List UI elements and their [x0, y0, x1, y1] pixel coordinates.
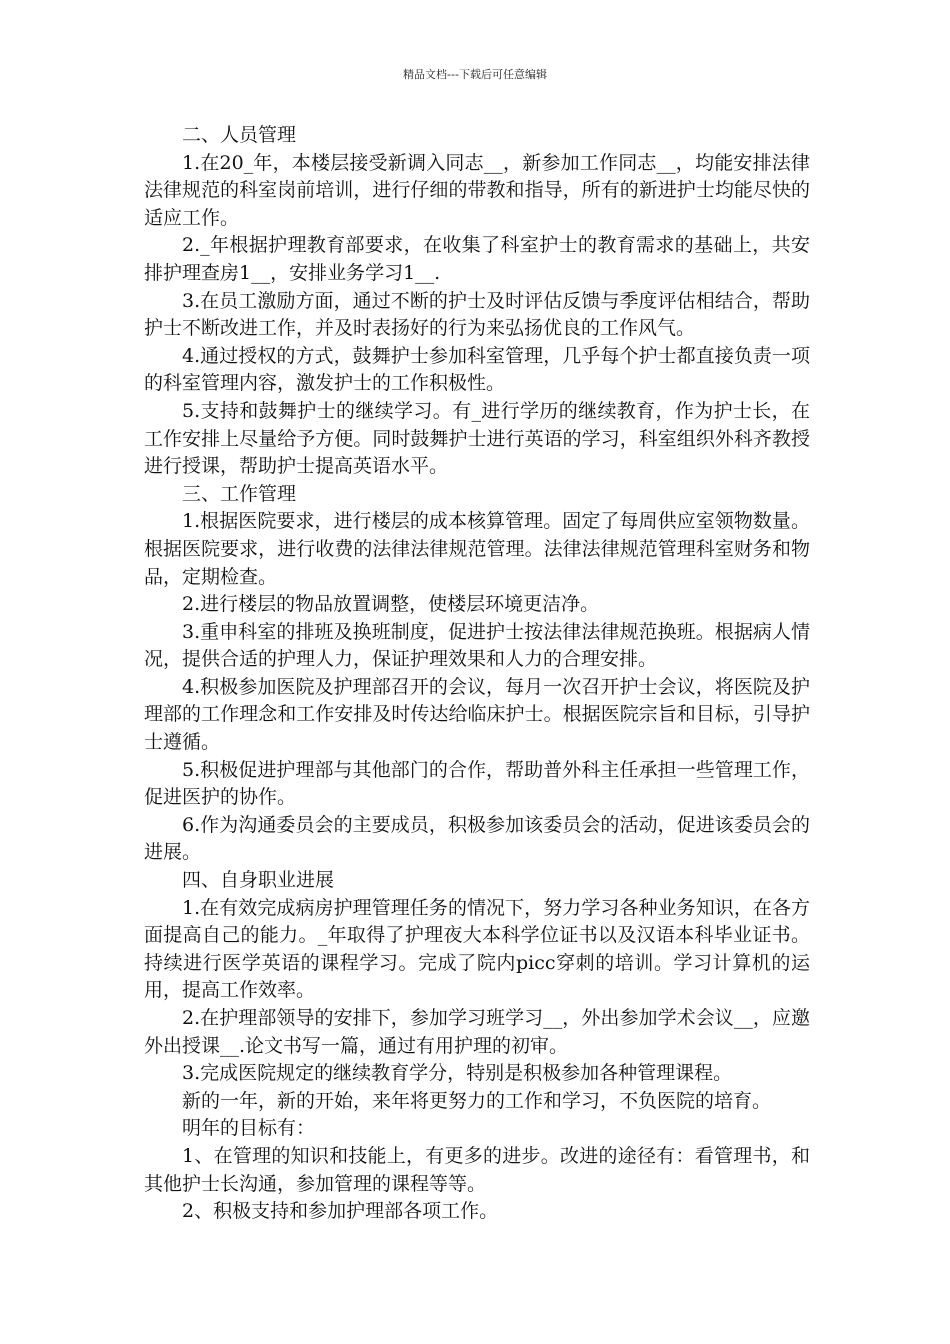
paragraph: 2.进行楼层的物品放置调整，使楼层环境更洁净。	[182, 593, 600, 616]
document-body	[144, 122, 810, 1226]
paragraph: 5.积极促进护理部与其他部门的合作，帮助普外科主任承担一些管理工作，促进医护的协作。	[144, 758, 810, 809]
goals-heading: 明年的目标有：	[182, 1117, 316, 1140]
paragraph: 6.作为沟通委员会的主要成员，积极参加该委员会的活动，促进该委员会的进展。	[144, 813, 810, 864]
paragraph: 2.在护理部领导的安排下，参加学习班学习__，外出参加学术会议__，应邀外出授课__.论文书写一篇，通过有用护理的初审。	[144, 1007, 810, 1057]
section-heading-personnel: 二、人员管理	[182, 124, 297, 146]
paragraph: 1.根据医院要求，进行楼层的成本核算管理。固定了每周供应室领物数量。根据医院要求，进行收费的法律法律规范管理。法律法律规范管理科室财务和物品，定期检查。	[144, 510, 810, 588]
paragraph: 1.在20_年，本楼层接受新调入同志__，新参加工作同志__，均能安排法律法律规范的科室岗前培训，进行仔细的带教和指导，所有的新进护士均能尽快的适应工作。	[144, 151, 810, 229]
paragraph: 2._年根据护理教育部要求，在收集了科室护士的教育需求的基础上，共安排护理查房1__，安排业务学习1__.	[144, 234, 810, 284]
section-heading-career: 四、自身职业进展	[182, 869, 335, 892]
paragraph: 3.完成医院规定的继续教育学分，特别是积极参加各种管理课程。	[182, 1062, 733, 1085]
paragraph: 1.在有效完成病房护理管理任务的情况下，努力学习各种业务知识，在各方面提高自己的能力。_年取得了护理夜大本科学位证书以及汉语本科毕业证书。持续进行医学英语的课程学习。完成了院内picc穿刺的培训。学习计算机的运用，提高工作效率。	[144, 896, 810, 1002]
section-heading-work: 三、工作管理	[182, 482, 297, 505]
paragraph: 3.重申科室的排班及换班制度，促进护士按法律法律规范换班。根据病人情况，提供合适的护理人力，保证护理效果和人力的合理安排。	[144, 620, 810, 671]
paragraph: 1、在管理的知识和技能上，有更多的进步。改进的途径有：看管理书，和其他护士长沟通，参加管理的课程等等。	[144, 1144, 810, 1195]
paragraph: 4.积极参加医院及护理部召开的会议，每月一次召开护士会议，将医院及护理部的工作理念和工作安排及时传达给临床护士。根据医院宗旨和目标，引导护士遵循。	[144, 675, 810, 754]
paragraph: 4.通过授权的方式，鼓舞护士参加科室管理，几乎每个护士都直接负责一项的科室管理内容，激发护士的工作积极性。	[144, 344, 810, 395]
paragraph: 2、积极支持和参加护理部各项工作。	[182, 1200, 499, 1223]
paragraph: 3.在员工激励方面，通过不断的护士及时评估反馈与季度评估相结合，帮助护士不断改进工作，并及时表扬好的行为来弘扬优良的工作风气。	[144, 289, 810, 340]
page-header: 精品文档---下载后可任意编辑	[403, 68, 547, 81]
paragraph: 新的一年，新的开始，来年将更努力的工作和学习，不负医院的培育。	[182, 1089, 772, 1112]
paragraph: 5.支持和鼓舞护士的继续学习。有_进行学历的继续教育，作为护士长，在工作安排上尽量给予方便。同时鼓舞护士进行英语的学习，科室组织外科齐教授进行授课，帮助护士提高英语水平。	[144, 399, 810, 478]
